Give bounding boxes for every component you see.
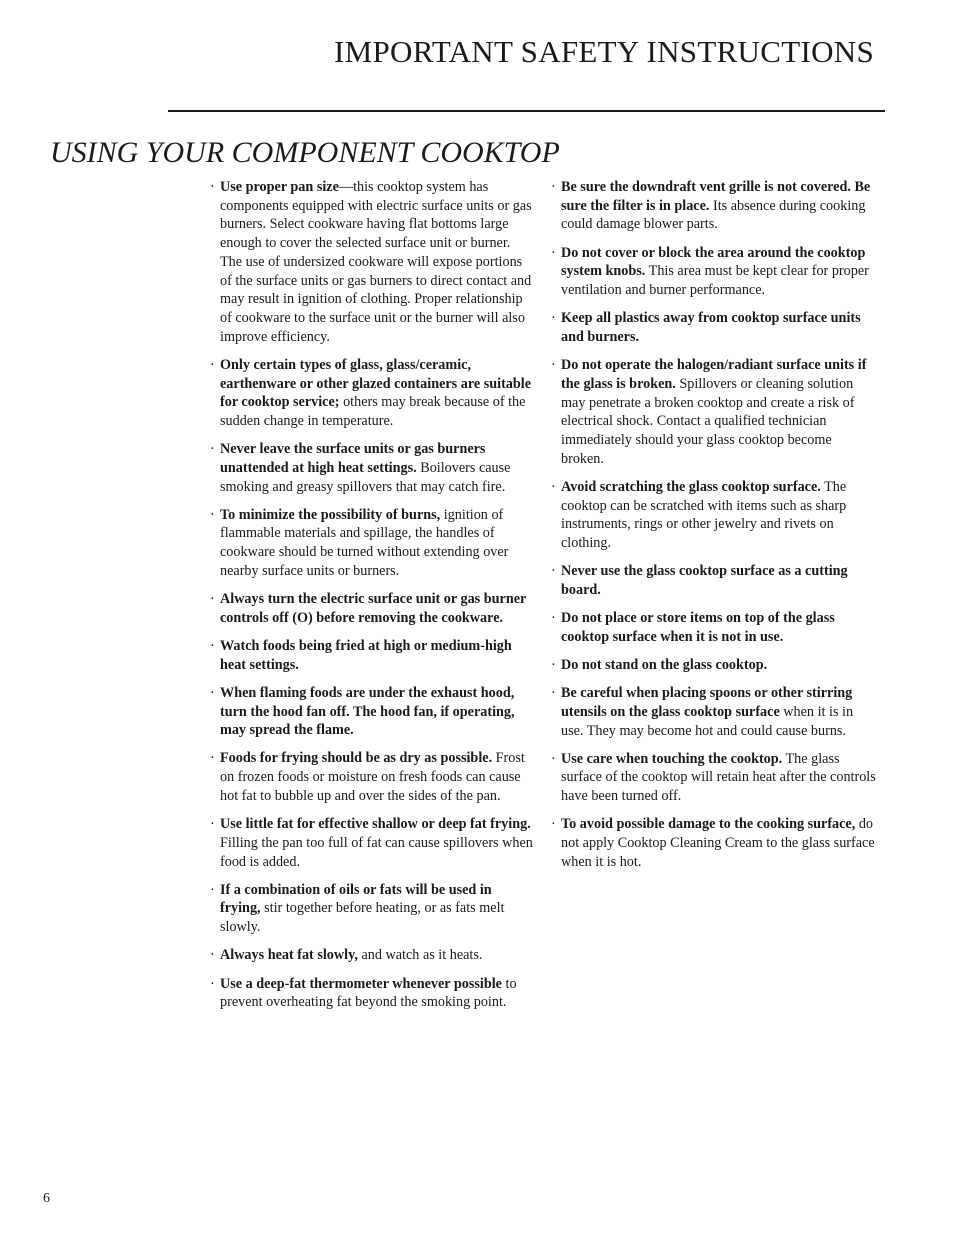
instruction-body-text: to prevent overheating fat beyond the smoking point. <box>220 975 517 1011</box>
bullet-marker: · <box>210 591 215 608</box>
bullet-marker: · <box>551 310 556 327</box>
instruction-body-text: Boilovers cause smoking and greasy spillovers that may catch fire. <box>220 459 511 495</box>
bullet-marker: · <box>210 356 215 373</box>
safety-instruction-item <box>551 656 877 675</box>
safety-instruction-item <box>210 356 534 431</box>
instruction-body-text: The glass surface of the cooktop will retain heat after the controls have been turned off. <box>561 750 876 805</box>
safety-instruction-item <box>551 562 877 599</box>
safety-instruction-item <box>551 750 877 806</box>
section-title: USING YOUR COMPONENT COOKTOP <box>50 136 560 169</box>
safety-instruction-item <box>210 881 534 937</box>
instruction-body-text: —this cooktop system has components equipped with electric surface units or gas burners. Select cookware having flat bottoms large enough to cover the selected surface unit or burner. The use of undersized cookware will expose portions of the surface units or gas burners to direct contact and may result in ignition of clothing. Proper relationship of cookware to the surface unit or the burner will also improve efficiency. <box>220 179 532 345</box>
instruction-bold-text: Watch foods being fried at high or medium-high heat settings. <box>220 637 512 673</box>
bullet-marker: · <box>551 179 556 195</box>
page-number: 6 <box>43 1191 50 1206</box>
instruction-bold-text: Never use the glass cooktop surface as a cutting board. <box>561 563 848 598</box>
bullet-marker: · <box>210 684 215 701</box>
instruction-bold-text: Be sure the downdraft vent grille is not covered. Be sure the filter is in place. <box>561 179 871 214</box>
safety-instruction-item <box>551 309 877 346</box>
instruction-body-text: others may break because of the sudden change in temperature. <box>220 394 526 429</box>
safety-instruction-item <box>210 440 534 496</box>
safety-instruction-item <box>210 637 534 674</box>
instruction-bold-text: Foods for frying should be as dry as possible. <box>220 750 493 767</box>
bullet-marker: · <box>551 750 556 767</box>
bullet-marker: · <box>551 244 556 261</box>
instruction-bold-text: Do not place or store items on top of the glass cooktop surface when it is not in use. <box>561 610 835 645</box>
instruction-bold-text: Use little fat for effective shallow or deep fat frying. <box>220 816 531 833</box>
instruction-body-text: Frost on frozen foods or moisture on fresh foods can cause hot fat to bubble up and over the sides of the pan. <box>220 750 525 804</box>
instruction-body-text: Its absence during cooking could damage blower parts. <box>561 197 866 233</box>
instruction-bold-text: Never leave the surface units or gas burners unattended at high heat settings. <box>220 441 486 476</box>
bullet-marker: · <box>210 881 215 898</box>
safety-instruction-item <box>551 178 877 234</box>
instruction-bold-text: When flaming foods are under the exhaust hood, turn the hood fan off. The hood fan, if operating, may spread the flame. <box>220 684 515 739</box>
bullet-marker: · <box>210 947 215 964</box>
instruction-body-text: Spillovers or cleaning solution may penetrate a broken cooktop and create a risk of electrical shock. Contact a qualified technician immediately should your glass cooktop become broken. <box>561 375 855 467</box>
bullet-marker: · <box>551 357 556 374</box>
safety-instruction-item <box>551 815 877 871</box>
safety-instruction-item <box>551 478 877 553</box>
instruction-body-text: and watch as it heats. <box>357 947 483 964</box>
header-divider <box>168 110 885 112</box>
instruction-bold-text: Do not operate the halogen/radiant surface units if the glass is broken. <box>561 357 867 392</box>
instruction-bold-text: Use care when touching the cooktop. <box>561 750 783 767</box>
safety-instruction-item <box>210 749 534 805</box>
safety-instruction-item <box>210 590 534 627</box>
safety-instruction-item <box>210 684 534 740</box>
bullet-marker: · <box>210 637 215 654</box>
instruction-body-text: This area must be kept clear for proper ventilation and burner performance. <box>561 263 869 299</box>
instruction-bold-text: Do not stand on the glass cooktop. <box>561 656 768 673</box>
safety-instruction-item <box>551 609 877 646</box>
left-instructions-column <box>210 178 534 1021</box>
instruction-body-text: Filling the pan too full of fat can cause spillovers when food is added. <box>220 834 533 870</box>
safety-instruction-item <box>551 244 877 300</box>
instruction-bold-text: Always heat fat slowly, <box>220 947 358 964</box>
instruction-body-text: when it is in use. They may become hot and could cause burns. <box>561 703 854 739</box>
safety-instruction-item <box>551 356 877 468</box>
safety-instruction-item <box>551 684 877 740</box>
instruction-bold-text: Be careful when placing spoons or other stirring utensils on the glass cooktop surface <box>561 685 853 720</box>
bullet-marker: · <box>210 975 215 992</box>
instruction-bold-text: Use a deep-fat thermometer whenever possible <box>220 975 502 992</box>
bullet-marker: · <box>210 816 215 833</box>
safety-instruction-item <box>210 946 534 965</box>
bullet-marker: · <box>210 506 215 523</box>
safety-instruction-item <box>210 506 534 581</box>
safety-instruction-item <box>210 815 534 871</box>
safety-instruction-item <box>210 178 534 346</box>
bullet-marker: · <box>551 656 556 673</box>
instruction-bold-text: Always turn the electric surface unit or gas burner controls off (O) before removing the cookware. <box>220 591 527 626</box>
instruction-bold-text: Do not cover or block the area around the cooktop system knobs. <box>561 244 866 280</box>
page-header-title: IMPORTANT SAFETY INSTRUCTIONS <box>333 34 874 69</box>
instruction-body-text: do not apply Cooktop Cleaning Cream to the glass surface when it is hot. <box>561 816 875 870</box>
bullet-marker: · <box>210 750 215 767</box>
bullet-marker: · <box>551 816 556 833</box>
instruction-bold-text: Use proper pan size <box>220 179 339 195</box>
bullet-marker: · <box>551 685 556 702</box>
instruction-body-text: stir together before heating, or as fats melt slowly. <box>220 900 505 936</box>
bullet-marker: · <box>551 563 556 580</box>
instruction-bold-text: Only certain types of glass, glass/ceramic, earthenware or other glazed containers are suitable for cooktop service; <box>220 356 532 411</box>
instruction-body-text: The cooktop can be scratched with items such as sharp instruments, rings or other jewelry and rivets on clothing. <box>561 478 847 551</box>
bullet-marker: · <box>551 610 556 627</box>
instruction-bold-text: To minimize the possibility of burns, <box>220 506 441 523</box>
bullet-marker: · <box>210 441 215 458</box>
instruction-bold-text: Keep all plastics away from cooktop surface units and burners. <box>561 310 861 345</box>
right-instructions-column <box>551 178 877 881</box>
instruction-body-text: ignition of flammable materials and spillage, the handles of cookware should be turned without extending over nearby surface units or burners. <box>220 506 509 579</box>
safety-instruction-item <box>210 975 534 1012</box>
bullet-marker: · <box>551 478 556 495</box>
instruction-bold-text: To avoid possible damage to the cooking surface, <box>561 816 856 833</box>
bullet-marker: · <box>210 179 215 195</box>
instruction-bold-text: Avoid scratching the glass cooktop surface. <box>561 478 821 495</box>
instruction-bold-text: If a combination of oils or fats will be used in frying, <box>220 881 492 917</box>
